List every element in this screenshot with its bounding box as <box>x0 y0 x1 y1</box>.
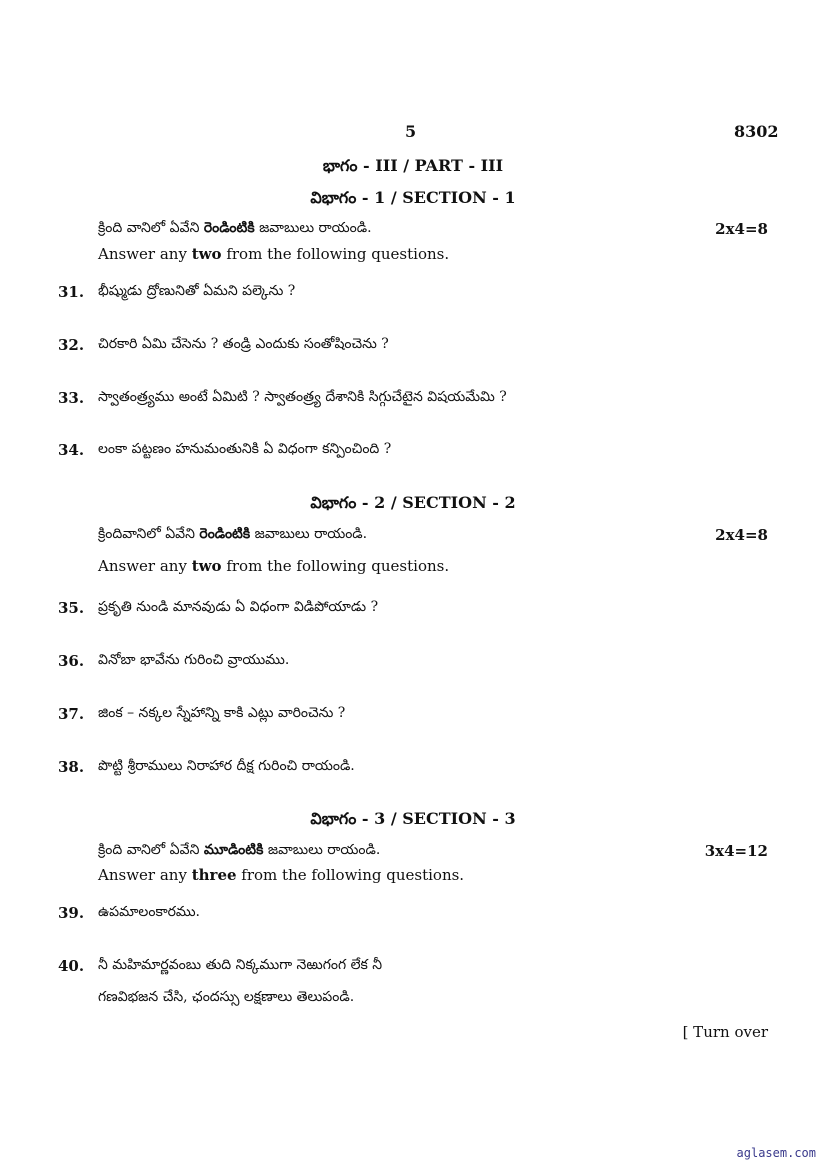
section-2-instruction-en: Answer any two from the following questions. <box>98 557 450 575</box>
part-title: భాగం - III / PART - III <box>322 156 504 175</box>
turn-over: [ Turn over <box>682 1023 768 1041</box>
question-text: భీష్ముడు ద్రోణునితో ఏమని పల్కెను ? <box>98 283 296 299</box>
section-3-marks: 3x4=12 <box>704 842 768 860</box>
section-1-instruction-te: క్రింది వానిలో ఏవేని రెండింటికి జవాబులు రాయండి. <box>98 220 372 236</box>
section-1-title: విభాగం - 1 / SECTION - 1 <box>310 188 516 207</box>
question-number: 35. <box>58 599 85 617</box>
question-number: 40. <box>58 957 85 975</box>
question-number: 38. <box>58 758 85 776</box>
page-number: 5 <box>405 122 417 141</box>
question-number: 39. <box>58 904 85 922</box>
question-number: 31. <box>58 283 85 301</box>
question-text: వినోబా భావేను గురించి వ్రాయుము. <box>98 652 290 668</box>
question-number: 36. <box>58 652 85 670</box>
section-3-instruction-en: Answer any three from the following questions. <box>98 866 465 884</box>
section-3-instruction-te: క్రింది వానిలో ఏవేని మూడింటికి జవాబులు రాయండి. <box>98 842 381 858</box>
section-2-title: విభాగం - 2 / SECTION - 2 <box>310 493 516 512</box>
question-text: ప్రకృతి నుండి మానవుడు ఏ విధంగా విడిపోయాడు ? <box>98 599 379 615</box>
question-text: నీ మహిమార్ణవంబు తుది నిక్కముగా నెఱుగంగ లేక నీ <box>98 957 383 973</box>
question-text: స్వాతంత్ర్యము అంటే ఏమిటి ? స్వాతంత్ర్య దేశానికి సిగ్గుచేటైన విషయమేమి ? <box>98 389 507 405</box>
question-number: 37. <box>58 705 85 723</box>
section-2-instruction-te: క్రిందివానిలో ఏవేని రెండింటికి జవాబులు రాయండి. <box>98 526 368 542</box>
question-text-continued: గణవిభజన చేసి, ఛందస్సు లక్షణాలు తెలుపండి. <box>98 989 355 1005</box>
question-text: పొట్టి శ్రీరాములు నిరాహార దీక్ష గురించి రాయండి. <box>98 758 355 774</box>
question-text: చిరకారి ఏమి చేసెను ? తండ్రి ఎందుకు సంతోషించెను ? <box>98 336 389 352</box>
question-number: 34. <box>58 441 85 459</box>
question-number: 32. <box>58 336 85 354</box>
question-text: లంకా పట్టణం హనుమంతునికి ఏ విధంగా కన్పించింది ? <box>98 441 392 457</box>
question-text: ఉపమాలంకారము. <box>98 904 201 920</box>
section-2-marks: 2x4=8 <box>715 526 768 544</box>
question-number: 33. <box>58 389 85 407</box>
section-1-instruction-en: Answer any two from the following questions. <box>98 245 450 263</box>
section-1-marks: 2x4=8 <box>715 220 768 238</box>
watermark: aglasem.com <box>736 1146 816 1160</box>
question-text: జింక – నక్కల స్నేహాన్ని కాకి ఎట్లు వారించెను ? <box>98 705 346 721</box>
section-3-title: విభాగం - 3 / SECTION - 3 <box>310 809 516 828</box>
paper-code: 8302 <box>734 122 779 141</box>
